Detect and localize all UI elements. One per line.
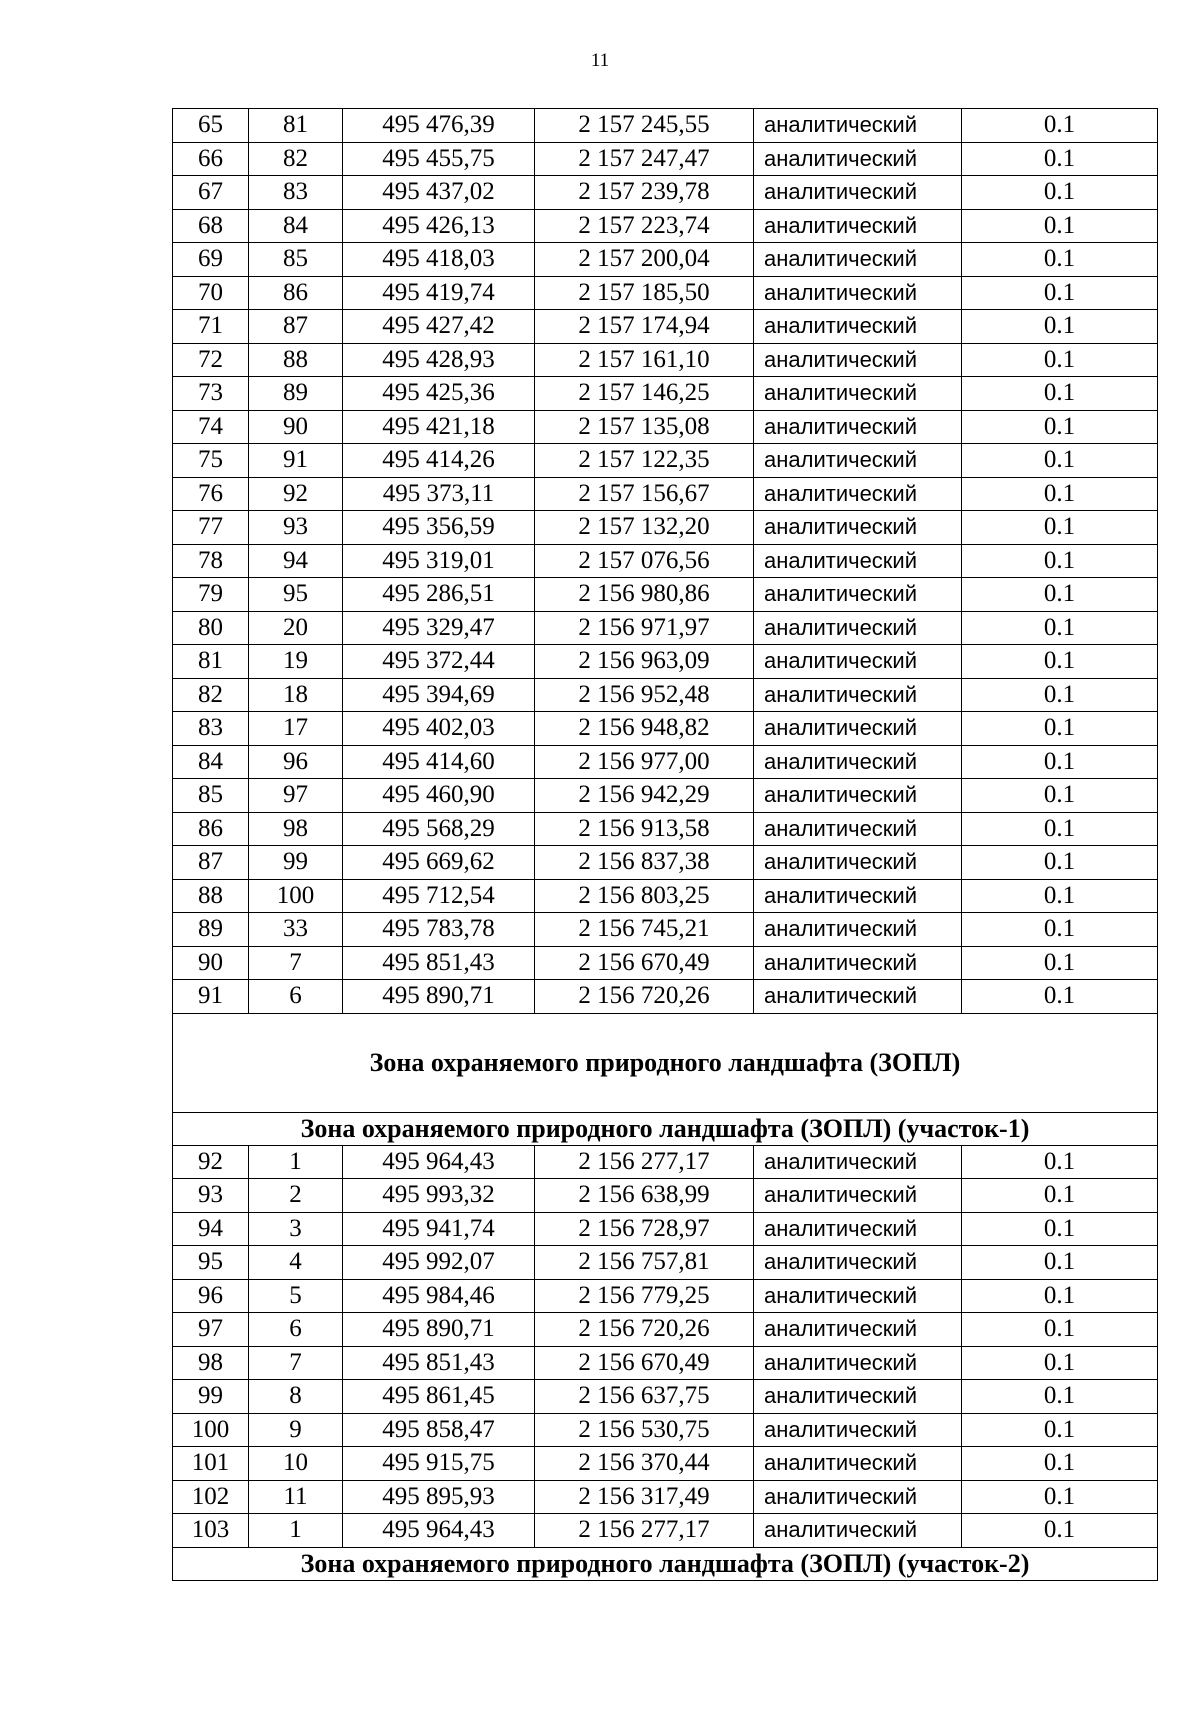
y-coordinate-cell: 2 156 317,49 [535,1480,754,1514]
y-coordinate-cell: 2 157 076,56 [535,544,754,578]
table-row [173,209,1158,243]
point-number-cell: 99 [249,846,343,880]
y-coordinate-cell: 2 157 247,47 [535,142,754,176]
table-row [173,980,1158,1014]
x-coordinate-cell: 495 783,78 [343,913,535,947]
y-coordinate-cell: 2 156 779,25 [535,1279,754,1313]
y-coordinate-cell: 2 156 530,75 [535,1413,754,1447]
y-coordinate-cell: 2 157 132,20 [535,511,754,545]
y-coordinate-cell: 2 157 223,74 [535,209,754,243]
y-coordinate-cell: 2 156 971,97 [535,611,754,645]
accuracy-cell: 0.1 [962,980,1158,1014]
table-row [173,578,1158,612]
point-number-cell: 86 [249,276,343,310]
accuracy-cell: 0.1 [962,1179,1158,1213]
y-coordinate-cell: 2 157 146,25 [535,377,754,411]
table-row [173,1413,1158,1447]
row-number-cell: 88 [173,879,249,913]
x-coordinate-cell: 495 460,90 [343,779,535,813]
table-row [173,109,1158,143]
point-number-cell: 4 [249,1246,343,1280]
subsection-row-1 [173,1112,1158,1145]
accuracy-cell: 0.1 [962,276,1158,310]
method-cell: аналитический [754,243,962,277]
point-number-cell: 33 [249,913,343,947]
row-number-cell: 73 [173,377,249,411]
y-coordinate-cell: 2 156 837,38 [535,846,754,880]
method-cell: аналитический [754,1179,962,1213]
coordinates-table [172,108,1158,1581]
y-coordinate-cell: 2 156 913,58 [535,812,754,846]
table-row [173,1514,1158,1548]
point-number-cell: 96 [249,745,343,779]
row-number-cell: 85 [173,779,249,813]
x-coordinate-cell: 495 414,26 [343,444,535,478]
x-coordinate-cell: 495 964,43 [343,1514,535,1548]
y-coordinate-cell: 2 156 803,25 [535,879,754,913]
section-header [173,1013,1158,1145]
method-cell: аналитический [754,343,962,377]
x-coordinate-cell: 495 425,36 [343,377,535,411]
method-cell: аналитический [754,1212,962,1246]
point-number-cell: 95 [249,578,343,612]
accuracy-cell: 0.1 [962,176,1158,210]
accuracy-cell: 0.1 [962,1447,1158,1481]
y-coordinate-cell: 2 156 670,49 [535,946,754,980]
method-cell: аналитический [754,1145,962,1179]
x-coordinate-cell: 495 895,93 [343,1480,535,1514]
method-cell: аналитический [754,544,962,578]
x-coordinate-cell: 495 712,54 [343,879,535,913]
point-number-cell: 89 [249,377,343,411]
row-number-cell: 75 [173,444,249,478]
table-row [173,745,1158,779]
section-title: Зона охраняемого природного ландшафта (ЗОПЛ) [173,1013,1158,1112]
method-cell: аналитический [754,176,962,210]
method-cell: аналитический [754,444,962,478]
table-row [173,779,1158,813]
method-cell: аналитический [754,109,962,143]
table-row [173,712,1158,746]
x-coordinate-cell: 495 437,02 [343,176,535,210]
point-number-cell: 97 [249,779,343,813]
x-coordinate-cell: 495 319,01 [343,544,535,578]
row-number-cell: 99 [173,1380,249,1414]
table-row [173,511,1158,545]
x-coordinate-cell: 495 964,43 [343,1145,535,1179]
method-cell: аналитический [754,946,962,980]
y-coordinate-cell: 2 157 122,35 [535,444,754,478]
row-number-cell: 86 [173,812,249,846]
point-number-cell: 84 [249,209,343,243]
accuracy-cell: 0.1 [962,879,1158,913]
table-row [173,243,1158,277]
accuracy-cell: 0.1 [962,745,1158,779]
method-cell: аналитический [754,1413,962,1447]
y-coordinate-cell: 2 157 245,55 [535,109,754,143]
accuracy-cell: 0.1 [962,1279,1158,1313]
accuracy-cell: 0.1 [962,678,1158,712]
y-coordinate-cell: 2 156 728,97 [535,1212,754,1246]
accuracy-cell: 0.1 [962,310,1158,344]
accuracy-cell: 0.1 [962,645,1158,679]
accuracy-cell: 0.1 [962,377,1158,411]
y-coordinate-cell: 2 156 370,44 [535,1447,754,1481]
table-row [173,1212,1158,1246]
accuracy-cell: 0.1 [962,1313,1158,1347]
y-coordinate-cell: 2 156 277,17 [535,1514,754,1548]
y-coordinate-cell: 2 157 239,78 [535,176,754,210]
y-coordinate-cell: 2 156 638,99 [535,1179,754,1213]
row-number-cell: 93 [173,1179,249,1213]
point-number-cell: 17 [249,712,343,746]
accuracy-cell: 0.1 [962,511,1158,545]
point-number-cell: 8 [249,1380,343,1414]
point-number-cell: 5 [249,1279,343,1313]
table-row [173,611,1158,645]
row-number-cell: 87 [173,846,249,880]
point-number-cell: 3 [249,1212,343,1246]
x-coordinate-cell: 495 414,60 [343,745,535,779]
row-number-cell: 77 [173,511,249,545]
table-row [173,645,1158,679]
point-number-cell: 18 [249,678,343,712]
table-row [173,946,1158,980]
y-coordinate-cell: 2 157 200,04 [535,243,754,277]
row-number-cell: 100 [173,1413,249,1447]
x-coordinate-cell: 495 373,11 [343,477,535,511]
row-number-cell: 102 [173,1480,249,1514]
table-row [173,1145,1158,1179]
point-number-cell: 1 [249,1145,343,1179]
row-number-cell: 67 [173,176,249,210]
x-coordinate-cell: 495 669,62 [343,846,535,880]
table-row [173,142,1158,176]
x-coordinate-cell: 495 890,71 [343,1313,535,1347]
y-coordinate-cell: 2 157 174,94 [535,310,754,344]
x-coordinate-cell: 495 455,75 [343,142,535,176]
x-coordinate-cell: 495 476,39 [343,109,535,143]
accuracy-cell: 0.1 [962,1212,1158,1246]
point-number-cell: 91 [249,444,343,478]
point-number-cell: 87 [249,310,343,344]
point-number-cell: 7 [249,1346,343,1380]
y-coordinate-cell: 2 156 637,75 [535,1380,754,1414]
x-coordinate-cell: 495 941,74 [343,1212,535,1246]
table-row [173,410,1158,444]
row-number-cell: 94 [173,1212,249,1246]
accuracy-cell: 0.1 [962,1380,1158,1414]
method-cell: аналитический [754,276,962,310]
y-coordinate-cell: 2 156 745,21 [535,913,754,947]
table-row [173,544,1158,578]
accuracy-cell: 0.1 [962,142,1158,176]
row-number-cell: 95 [173,1246,249,1280]
accuracy-cell: 0.1 [962,410,1158,444]
method-cell: аналитический [754,410,962,444]
table-row [173,812,1158,846]
accuracy-cell: 0.1 [962,544,1158,578]
accuracy-cell: 0.1 [962,846,1158,880]
row-number-cell: 72 [173,343,249,377]
table-row [173,913,1158,947]
method-cell: аналитический [754,1246,962,1280]
table-row [173,444,1158,478]
table-row [173,1246,1158,1280]
table-row [173,1346,1158,1380]
y-coordinate-cell: 2 156 757,81 [535,1246,754,1280]
accuracy-cell: 0.1 [962,109,1158,143]
method-cell: аналитический [754,645,962,679]
y-coordinate-cell: 2 156 277,17 [535,1145,754,1179]
method-cell: аналитический [754,678,962,712]
row-number-cell: 81 [173,645,249,679]
row-number-cell: 68 [173,209,249,243]
method-cell: аналитический [754,1514,962,1548]
y-coordinate-cell: 2 156 948,82 [535,712,754,746]
x-coordinate-cell: 495 356,59 [343,511,535,545]
x-coordinate-cell: 495 851,43 [343,946,535,980]
y-coordinate-cell: 2 156 720,26 [535,1313,754,1347]
table-row [173,1447,1158,1481]
table-body-part1 [173,109,1158,1014]
table-row [173,846,1158,880]
page-number: 11 [590,50,610,71]
table-row [173,1480,1158,1514]
table-row [173,1380,1158,1414]
point-number-cell: 82 [249,142,343,176]
x-coordinate-cell: 495 418,03 [343,243,535,277]
y-coordinate-cell: 2 157 156,67 [535,477,754,511]
point-number-cell: 88 [249,343,343,377]
accuracy-cell: 0.1 [962,712,1158,746]
row-number-cell: 74 [173,410,249,444]
accuracy-cell: 0.1 [962,1413,1158,1447]
accuracy-cell: 0.1 [962,913,1158,947]
x-coordinate-cell: 495 402,03 [343,712,535,746]
y-coordinate-cell: 2 156 952,48 [535,678,754,712]
row-number-cell: 92 [173,1145,249,1179]
x-coordinate-cell: 495 915,75 [343,1447,535,1481]
method-cell: аналитический [754,1313,962,1347]
method-cell: аналитический [754,745,962,779]
table-row [173,1313,1158,1347]
row-number-cell: 65 [173,109,249,143]
method-cell: аналитический [754,1380,962,1414]
x-coordinate-cell: 495 861,45 [343,1380,535,1414]
point-number-cell: 20 [249,611,343,645]
point-number-cell: 85 [249,243,343,277]
accuracy-cell: 0.1 [962,444,1158,478]
point-number-cell: 98 [249,812,343,846]
section-footer [173,1547,1158,1580]
table-row [173,678,1158,712]
x-coordinate-cell: 495 286,51 [343,578,535,612]
point-number-cell: 83 [249,176,343,210]
accuracy-cell: 0.1 [962,477,1158,511]
row-number-cell: 80 [173,611,249,645]
method-cell: аналитический [754,1480,962,1514]
row-number-cell: 70 [173,276,249,310]
method-cell: аналитический [754,310,962,344]
accuracy-cell: 0.1 [962,1480,1158,1514]
row-number-cell: 78 [173,544,249,578]
point-number-cell: 6 [249,1313,343,1347]
y-coordinate-cell: 2 157 185,50 [535,276,754,310]
accuracy-cell: 0.1 [962,946,1158,980]
y-coordinate-cell: 2 157 161,10 [535,343,754,377]
x-coordinate-cell: 495 890,71 [343,980,535,1014]
section-row [173,1013,1158,1112]
method-cell: аналитический [754,846,962,880]
x-coordinate-cell: 495 984,46 [343,1279,535,1313]
x-coordinate-cell: 495 858,47 [343,1413,535,1447]
accuracy-cell: 0.1 [962,812,1158,846]
x-coordinate-cell: 495 419,74 [343,276,535,310]
subsection-1-title: Зона охраняемого природного ландшафта (ЗОПЛ) (участок-1) [173,1112,1158,1145]
method-cell: аналитический [754,1447,962,1481]
table-row [173,377,1158,411]
y-coordinate-cell: 2 157 135,08 [535,410,754,444]
method-cell: аналитический [754,142,962,176]
method-cell: аналитический [754,1279,962,1313]
row-number-cell: 89 [173,913,249,947]
accuracy-cell: 0.1 [962,611,1158,645]
row-number-cell: 103 [173,1514,249,1548]
table-row [173,276,1158,310]
y-coordinate-cell: 2 156 977,00 [535,745,754,779]
row-number-cell: 69 [173,243,249,277]
point-number-cell: 92 [249,477,343,511]
method-cell: аналитический [754,377,962,411]
x-coordinate-cell: 495 394,69 [343,678,535,712]
method-cell: аналитический [754,209,962,243]
row-number-cell: 82 [173,678,249,712]
x-coordinate-cell: 495 372,44 [343,645,535,679]
method-cell: аналитический [754,812,962,846]
row-number-cell: 71 [173,310,249,344]
x-coordinate-cell: 495 426,13 [343,209,535,243]
method-cell: аналитический [754,511,962,545]
x-coordinate-cell: 495 851,43 [343,1346,535,1380]
point-number-cell: 2 [249,1179,343,1213]
table-row [173,879,1158,913]
row-number-cell: 76 [173,477,249,511]
table-row [173,477,1158,511]
method-cell: аналитический [754,980,962,1014]
accuracy-cell: 0.1 [962,779,1158,813]
row-number-cell: 91 [173,980,249,1014]
y-coordinate-cell: 2 156 720,26 [535,980,754,1014]
point-number-cell: 7 [249,946,343,980]
accuracy-cell: 0.1 [962,578,1158,612]
point-number-cell: 94 [249,544,343,578]
method-cell: аналитический [754,779,962,813]
accuracy-cell: 0.1 [962,343,1158,377]
y-coordinate-cell: 2 156 980,86 [535,578,754,612]
method-cell: аналитический [754,611,962,645]
row-number-cell: 98 [173,1346,249,1380]
accuracy-cell: 0.1 [962,209,1158,243]
x-coordinate-cell: 495 993,32 [343,1179,535,1213]
row-number-cell: 79 [173,578,249,612]
point-number-cell: 6 [249,980,343,1014]
table-row [173,343,1158,377]
method-cell: аналитический [754,879,962,913]
point-number-cell: 19 [249,645,343,679]
point-number-cell: 10 [249,1447,343,1481]
table-body-part2 [173,1145,1158,1547]
table-row [173,310,1158,344]
x-coordinate-cell: 495 421,18 [343,410,535,444]
point-number-cell: 9 [249,1413,343,1447]
method-cell: аналитический [754,712,962,746]
subsection-row-2 [173,1547,1158,1580]
point-number-cell: 11 [249,1480,343,1514]
accuracy-cell: 0.1 [962,1145,1158,1179]
point-number-cell: 100 [249,879,343,913]
x-coordinate-cell: 495 992,07 [343,1246,535,1280]
point-number-cell: 93 [249,511,343,545]
row-number-cell: 66 [173,142,249,176]
table-row [173,1179,1158,1213]
row-number-cell: 90 [173,946,249,980]
row-number-cell: 101 [173,1447,249,1481]
accuracy-cell: 0.1 [962,1246,1158,1280]
table-row [173,1279,1158,1313]
row-number-cell: 97 [173,1313,249,1347]
row-number-cell: 83 [173,712,249,746]
row-number-cell: 96 [173,1279,249,1313]
y-coordinate-cell: 2 156 963,09 [535,645,754,679]
x-coordinate-cell: 495 568,29 [343,812,535,846]
row-number-cell: 84 [173,745,249,779]
method-cell: аналитический [754,477,962,511]
y-coordinate-cell: 2 156 670,49 [535,1346,754,1380]
point-number-cell: 81 [249,109,343,143]
table-row [173,176,1158,210]
y-coordinate-cell: 2 156 942,29 [535,779,754,813]
accuracy-cell: 0.1 [962,1346,1158,1380]
method-cell: аналитический [754,578,962,612]
accuracy-cell: 0.1 [962,1514,1158,1548]
x-coordinate-cell: 495 427,42 [343,310,535,344]
x-coordinate-cell: 495 329,47 [343,611,535,645]
subsection-2-title: Зона охраняемого природного ландшафта (ЗОПЛ) (участок-2) [173,1547,1158,1580]
method-cell: аналитический [754,1346,962,1380]
point-number-cell: 90 [249,410,343,444]
point-number-cell: 1 [249,1514,343,1548]
x-coordinate-cell: 495 428,93 [343,343,535,377]
accuracy-cell: 0.1 [962,243,1158,277]
method-cell: аналитический [754,913,962,947]
